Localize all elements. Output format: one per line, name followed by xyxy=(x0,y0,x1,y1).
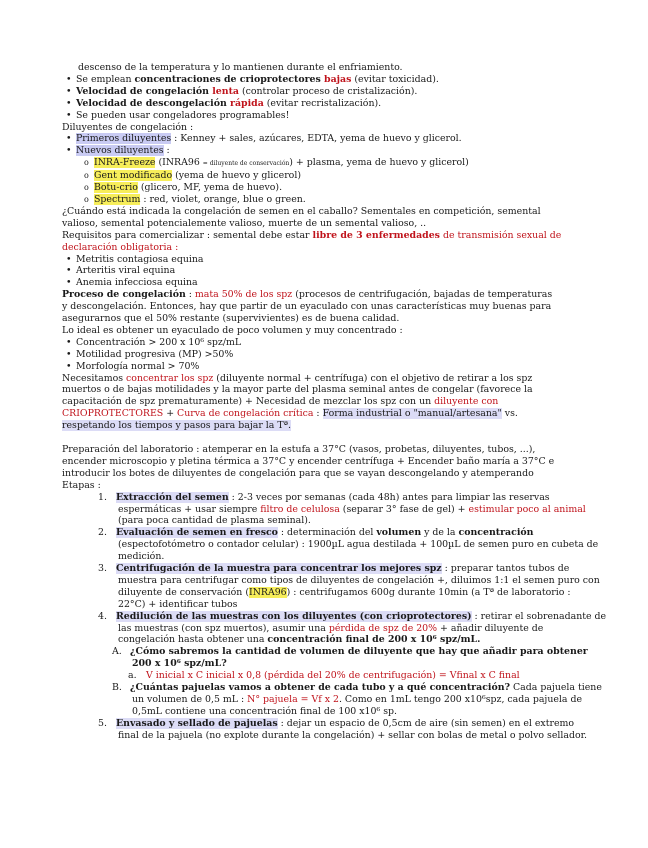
text-line: CRIOPROTECTORES + Curva de congelación crítica : Forma industrial o "manual/artesana" vs. xyxy=(62,408,518,420)
text-line: 22°C) + identificar tubos xyxy=(118,598,238,610)
text-line: respetando los tiempos y pasos para bajar la Tª. xyxy=(62,420,292,432)
text-line: encender microscopio y pletina térmica a 37°C y encender centrífuga + Encender baño maría a 37°C e xyxy=(62,455,555,467)
bullet-item: • Nuevos diluyentes : xyxy=(62,145,582,157)
text-line: (espectofotómetro o contador celular) : 1900µL agua destilada + 100µL de semen puro en cubeta de xyxy=(118,539,599,551)
bullet-item: • Morfología normal > 70% xyxy=(62,361,582,373)
sub-step-item: B. ¿Cuántas pajuelas vamos a obtener de cada tubo y a qué concentración? Cada pajuela tiene xyxy=(112,682,602,694)
bullet-item: • Primeros diluyentes : Kenney + sales, azúcares, EDTA, yema de huevo y glicerol. xyxy=(62,133,582,145)
document-page xyxy=(62,62,607,742)
sub-bullet-item: o INRA-Freeze (INRA96 = diluyente de conservación) + plasma, yema de huevo y glicerol) xyxy=(62,157,582,170)
bullet-item: • Velocidad de descongelación rápida (evitar recristalización). xyxy=(62,98,582,110)
bullet-item: • Se pueden usar congeladores programables! xyxy=(62,110,582,122)
text-line: final de la pajuela (no explote durante la congelación) + sellar con bolas de metal o polvo sellador. xyxy=(118,729,588,741)
text-line: ¿Cuándo está indicada la congelación de semen en el caballo? Sementales en competición, semental xyxy=(62,205,541,217)
sub-step-item: A. ¿Cómo sabremos la cantidad de volumen de diluyente que hay que añadir para obtener xyxy=(112,646,588,658)
text-line: diluyente de conservación (INRA96) : centrifugamos 600g durante 10min (a Tª de laboratorio : xyxy=(118,586,571,598)
text-line: valioso, semental potencialemente valioso, muerte de un semental valioso, .. xyxy=(62,217,427,229)
text-line: y descongelación. Entonces, hay que partir de un eyaculado con unas características muy buenas para xyxy=(62,301,552,313)
text-line: descenso de la temperatura y lo mantienen durante el enfriamiento. xyxy=(78,62,403,73)
text-line: 0,5mL contiene una concentración final de 100 x10⁶ sp. xyxy=(132,705,397,717)
text-line: Etapas : xyxy=(62,479,101,491)
text-line: 200 x 10⁶ spz/mL? xyxy=(132,658,227,670)
bullet-item: • Concentración > 200 x 10⁶ spz/mL xyxy=(62,337,582,349)
text-line: Proceso de congelación : mata 50% de los spz (procesos de centrifugación, bajadas de temperaturas xyxy=(62,289,553,301)
text-line: asegurarnos que el 50% restante (supervivientes) es de buena calidad. xyxy=(62,313,400,325)
spacer xyxy=(62,432,582,444)
step-item: 2. Evaluación de semen en fresco : determinación del volumen y de la concentración xyxy=(98,527,534,539)
text-line: muestra para centrifugar como tipos de diluyentes de congelación +, diluimos 1:1 el semen puro con xyxy=(118,574,600,586)
text-line: (para poca cantidad de plasma seminal). xyxy=(118,515,311,527)
text-line: declaración obligatoria : xyxy=(62,241,179,253)
text-line: capacitación de spz prematuramente) + Necesidad de mezclar los spz con un diluyente con xyxy=(62,396,499,408)
bullet-item: • Anemia infecciosa equina xyxy=(62,277,582,289)
sub-bullet-item: o Gent modificado (yema de huevo y glicerol) xyxy=(62,170,582,182)
bullet-item: • Motilidad progresiva (MP) >50% xyxy=(62,349,582,361)
text-line: medición. xyxy=(118,551,165,563)
step-item: 5. Envasado y sellado de pajuelas : dejar un espacio de 0,5cm de aire (sin semen) en el extremo xyxy=(98,717,575,729)
text-line: muertos o de bajas motilidades y la mayor parte del plasma seminal antes de congelar (favorece la xyxy=(62,384,533,396)
step-item: 3. Centrifugación de la muestra para concentrar los mejores spz : preparar tantos tubos de xyxy=(98,563,570,575)
text-line: Requisitos para comercializar : semental debe estar libre de 3 enfermedades de transmisión sexual de xyxy=(62,229,562,241)
bullet-item: • Metritis contagiosa equina xyxy=(62,254,582,266)
sub-sub-step-item: a. V inicial x C inicial x 0,8 (pérdida del 20% de centrifugación) = Vfinal x C final xyxy=(128,670,520,682)
bullet-item: • Arteritis viral equina xyxy=(62,265,582,277)
sub-bullet-item: o Spectrum : red, violet, orange, blue o green. xyxy=(62,194,582,206)
text-line: Preparación del laboratorio : atemperar en la estufa a 37°C (vasos, probetas, diluyentes, tubos, ...), xyxy=(62,443,536,455)
bullet-item: • Velocidad de congelación lenta (controlar proceso de cristalización). xyxy=(62,86,582,98)
text-line: Lo ideal es obtener un eyaculado de poco volumen y muy concentrado : xyxy=(62,324,403,336)
text-line: introducir los botes de diluyentes de congelación para que se vayan descongelando y atemperando xyxy=(62,467,534,479)
sub-bullet-item: o Botu-crio (glicero, MF, yema de huevo). xyxy=(62,182,582,194)
text-line: congelación hasta obtener una concentración final de 200 x 10⁶ spz/mL. xyxy=(118,634,481,646)
bullet-item: • Se emplean concentraciones de crioprotectores bajas (evitar toxicidad). xyxy=(62,74,582,86)
text-line: espermáticas + usar siempre filtro de celulosa (separar 3° fase de gel) + estimular poco al animal xyxy=(118,503,586,515)
text-line: un volumen de 0,5 mL : N° pajuela = Vf x 2. Como en 1mL tengo 200 x10⁶spz, cada pajuela de xyxy=(132,694,583,706)
text-line: Necesitamos concentrar los spz (diluyente normal + centrífuga) con el objetivo de retirar a los spz xyxy=(62,372,533,384)
text-line: Diluyentes de congelación : xyxy=(62,121,194,133)
step-item: 1. Extracción del semen : 2-3 veces por semanas (cada 48h) antes para limpiar las reservas xyxy=(98,491,550,503)
text-line: las muestras (con spz muertos), asumir una pérdida de spz de 20% + añadir diluyente de xyxy=(118,622,544,634)
step-item: 4. Redilución de las muestras con los diluyentes (con crioprotectores) : retirar el sobrenadante de xyxy=(98,610,607,622)
